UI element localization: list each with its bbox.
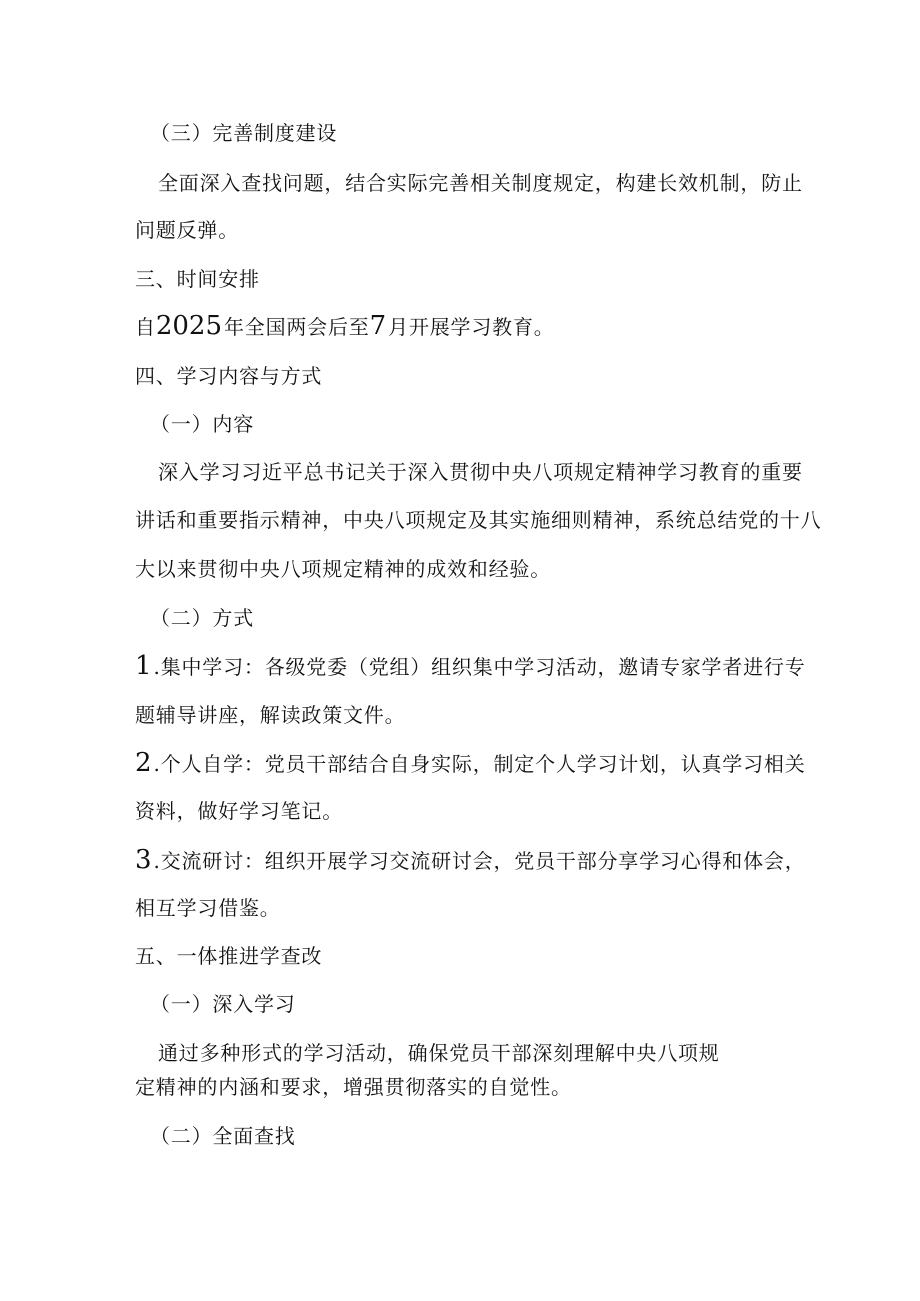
list-item xyxy=(135,651,806,681)
section-heading: 三、时间安排 xyxy=(135,267,260,291)
paragraph-line: 通过多种形式的学习活动，确保党员干部深刻理解中央八项规 xyxy=(158,1041,720,1065)
section-heading: 五、一体推进学查改 xyxy=(135,944,323,968)
subsection-heading: （二）方式 xyxy=(150,606,254,630)
paragraph-line: 深入学习习近平总书记关于深入贯彻中央八项规定精神学习教育的重要 xyxy=(158,460,803,484)
subsection-heading: （一）深入学习 xyxy=(150,992,296,1016)
year-number: 2025 xyxy=(155,311,222,341)
list-item-text: .集中学习：各级党委（党组）组织集中学习活动，邀请专家学者进行专 xyxy=(153,655,806,679)
text-segment: 自 xyxy=(135,315,156,339)
paragraph-line: 讲话和重要指示精神，中央八项规定及其实施细则精神，系统总结党的十八 xyxy=(135,508,822,532)
subsection-heading: （二）全面查找 xyxy=(150,1124,296,1148)
list-item xyxy=(135,845,806,875)
text-segment: 月开展学习教育。 xyxy=(388,315,555,339)
list-number: 3 xyxy=(135,845,152,875)
list-item-continuation: 相互学习借鉴。 xyxy=(135,896,281,920)
subsection-heading: （一）内容 xyxy=(150,412,254,436)
paragraph-line: 定精神的内涵和要求，增强贯彻落实的自觉性。 xyxy=(135,1075,572,1099)
list-number: 2 xyxy=(135,748,152,778)
paragraph-line: 问题反弹。 xyxy=(135,218,239,242)
list-item xyxy=(135,748,806,778)
list-item-text: .交流研讨：组织开展学习交流研讨会，党员干部分享学习心得和体会， xyxy=(153,849,806,873)
paragraph-line: 大以来贯彻中央八项规定精神的成效和经验。 xyxy=(135,557,551,581)
list-item-continuation: 资料，做好学习笔记。 xyxy=(135,799,343,823)
list-number: 1 xyxy=(135,651,152,681)
month-number: 7 xyxy=(369,311,387,341)
list-item-continuation: 题辅导讲座，解读政策文件。 xyxy=(135,703,406,727)
subsection-heading: （三）完善制度建设 xyxy=(150,121,338,145)
paragraph-line xyxy=(135,311,555,341)
paragraph-line: 全面深入查找问题，结合实际完善相关制度规定，构建长效机制，防止 xyxy=(158,171,803,195)
text-segment: 年全国两会后至 xyxy=(223,315,370,339)
section-heading: 四、学习内容与方式 xyxy=(135,364,323,388)
list-item-text: .个人自学：党员干部结合自身实际，制定个人学习计划，认真学习相关 xyxy=(153,752,806,776)
